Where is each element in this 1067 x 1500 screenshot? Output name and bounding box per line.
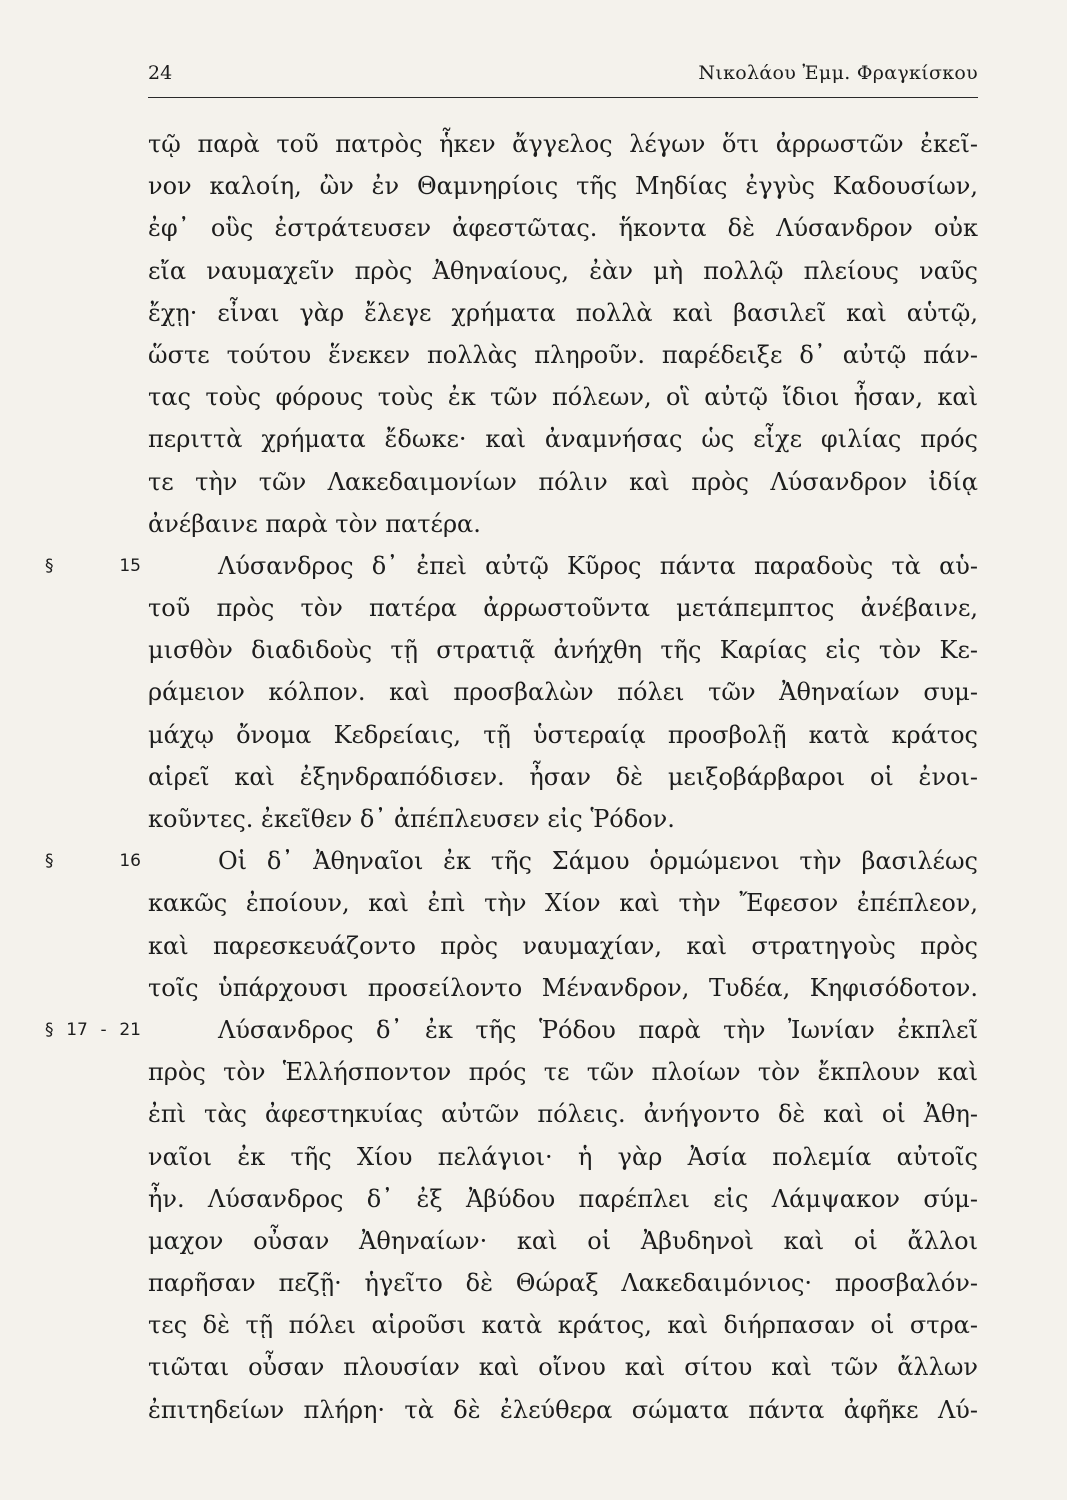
line-text: ἦν. Λύσανδρος δ᾽ ἐξ Ἀβύδου παρέπλει εἰς Λάμψακον σύμ- [148,1184,978,1213]
text-line [148,882,978,924]
section-marker: § 17 - 21 [45,1019,141,1040]
text-line [45,1009,978,1051]
text-line [148,671,978,713]
text-line [148,1304,978,1346]
line-text: τε τὴν τῶν Λακεδαιμονίων πόλιν καὶ πρὸς Λύσανδρον ἰδίᾳ [148,467,978,496]
line-text: μάχῳ ὄνομα Κεδρείαις, τῇ ὑστεραίᾳ προσβολῇ κατὰ κράτος [148,720,978,749]
line-text: κακῶς ἐποίουν, καὶ ἐπὶ τὴν Χίον καὶ τὴν Ἔφεσον ἐπέπλεον, [148,889,978,918]
line-text: τοῦ πρὸς τὸν πατέρα ἀρρωστοῦντα μετάπεμπτος ἀνέβαινε, [148,594,978,623]
line-text: αἱρεῖ καὶ ἐξηνδραπόδισεν. ἦσαν δὲ μειξοβάρβαροι οἱ ἐνοι- [148,762,978,791]
line-text: ἔχῃ· εἶναι γὰρ ἔλεγε χρήματα πολλὰ καὶ βασιλεῖ καὶ αὑτῷ, [148,298,978,327]
text-line [148,461,978,503]
text-line [148,1220,978,1262]
text-line [148,376,978,418]
text-line [148,165,978,207]
text-line [148,1346,978,1388]
running-title: Νικολάου Ἐμμ. Φραγκίσκου [698,62,978,84]
page-number: 24 [148,62,173,84]
text-line [148,123,978,165]
text-line [148,798,978,840]
text-line [148,925,978,967]
line-text: ἐφ᾽ οὓς ἐστράτευσεν ἀφεστῶτας. ἥκοντα δὲ Λύσανδρον οὐκ [148,214,978,243]
text-line [148,629,978,671]
text-line [148,967,978,1009]
section-marker: § 16 [45,851,141,872]
text-line [148,756,978,798]
line-text: ἐπὶ τὰς ἀφεστηκυίας αὐτῶν πόλεις. ἀνήγοντο δὲ καὶ οἱ Ἀθη- [148,1100,978,1129]
line-text: τες δὲ τῇ πόλει αἱροῦσι κατὰ κράτος, καὶ διήρπασαν οἱ στρα- [148,1311,978,1340]
line-text: μαχον οὖσαν Ἀθηναίων· καὶ οἱ Ἀβυδηνοὶ καὶ οἱ ἄλλοι [148,1226,978,1255]
text-line [148,250,978,292]
text-line [148,714,978,756]
text-line [148,1262,978,1304]
line-text: Οἱ δ᾽ Ἀθηναῖοι ἐκ τῆς Σάμου ὁρμώμενοι τὴν βασιλέως [218,847,978,876]
running-header [148,56,978,90]
text-line [148,292,978,334]
line-text: ὥστε τούτου ἕνεκεν πολλὰς πληροῦν. παρέδειξε δ᾽ αὐτῷ πάν- [148,340,978,369]
text-line [148,1093,978,1135]
line-text: πρὸς τὸν Ἑλλήσποντον πρός τε τῶν πλοίων τὸν ἔκπλουν καὶ [148,1058,978,1087]
line-text: εἴα ναυμαχεῖν πρὸς Ἀθηναίους, ἐὰν μὴ πολλῷ πλείους ναῦς [148,256,978,285]
line-text: τοῖς ὑπάρχουσι προσείλοντο Μένανδρον, Τυδέα, Κηφισόδοτον. [148,973,978,1002]
text-line [148,1051,978,1093]
text-line [45,840,978,882]
line-text: τῷ παρὰ τοῦ πατρὸς ἧκεν ἄγγελος λέγων ὅτι ἀρρωστῶν ἐκεῖ- [148,130,978,158]
line-text: ράμειον κόλπον. καὶ προσβαλὼν πόλει τῶν Ἀθηναίων συμ- [148,678,978,707]
text-line [148,1136,978,1178]
text-line [148,1389,978,1431]
text-line [148,334,978,376]
line-text: Λύσανδρος δ᾽ ἐκ τῆς Ῥόδου παρὰ τὴν Ἰωνίαν ἐκπλεῖ [218,1015,978,1044]
line-text: ἀνέβαινε παρὰ τὸν πατέρα. [148,509,481,538]
text-line [45,545,978,587]
text-line [148,207,978,249]
text-line [148,418,978,460]
text-line [148,1178,978,1220]
line-text: κοῦντες. ἐκεῖθεν δ᾽ ἀπέπλευσεν εἰς Ῥόδον. [148,805,675,833]
line-text: ἐπιτηδείων πλήρη· τὰ δὲ ἐλεύθερα σώματα πάντα ἀφῆκε Λύ- [148,1395,978,1424]
header-rule [148,97,978,98]
line-text: τας τοὺς φόρους τοὺς ἐκ τῶν πόλεων, οἳ αὐτῷ ἴδιοι ἦσαν, καὶ [148,383,978,412]
text-line [148,503,978,545]
line-text: καὶ παρεσκευάζοντο πρὸς ναυμαχίαν, καὶ στρατηγοὺς πρὸς [148,931,978,960]
line-text: τιῶται οὖσαν πλουσίαν καὶ οἴνου καὶ σίτου καὶ τῶν ἄλλων [148,1353,978,1382]
line-text: μισθὸν διαδιδοὺς τῇ στρατιᾷ ἀνήχθη τῆς Καρίας εἰς τὸν Κε- [148,636,978,665]
body-text [45,123,978,1431]
section-marker: § 15 [45,555,141,576]
line-text: ναῖοι ἐκ τῆς Χίου πελάγιοι· ἡ γὰρ Ἀσία πολεμία αὐτοῖς [148,1142,978,1171]
line-text: περιττὰ χρήματα ἔδωκε· καὶ ἀναμνήσας ὡς εἶχε φιλίας πρός [148,425,978,454]
text-line [148,587,978,629]
line-text: παρῆσαν πεζῇ· ἡγεῖτο δὲ Θώραξ Λακεδαιμόνιος· προσβαλόν- [148,1269,978,1298]
line-text: νον καλοίη, ὢν ἐν Θαμνηρίοις τῆς Μηδίας ἐγγὺς Καδουσίων, [148,172,978,201]
line-text: Λύσανδρος δ᾽ ἐπεὶ αὐτῷ Κῦρος πάντα παραδοὺς τὰ αὑ- [218,551,978,580]
